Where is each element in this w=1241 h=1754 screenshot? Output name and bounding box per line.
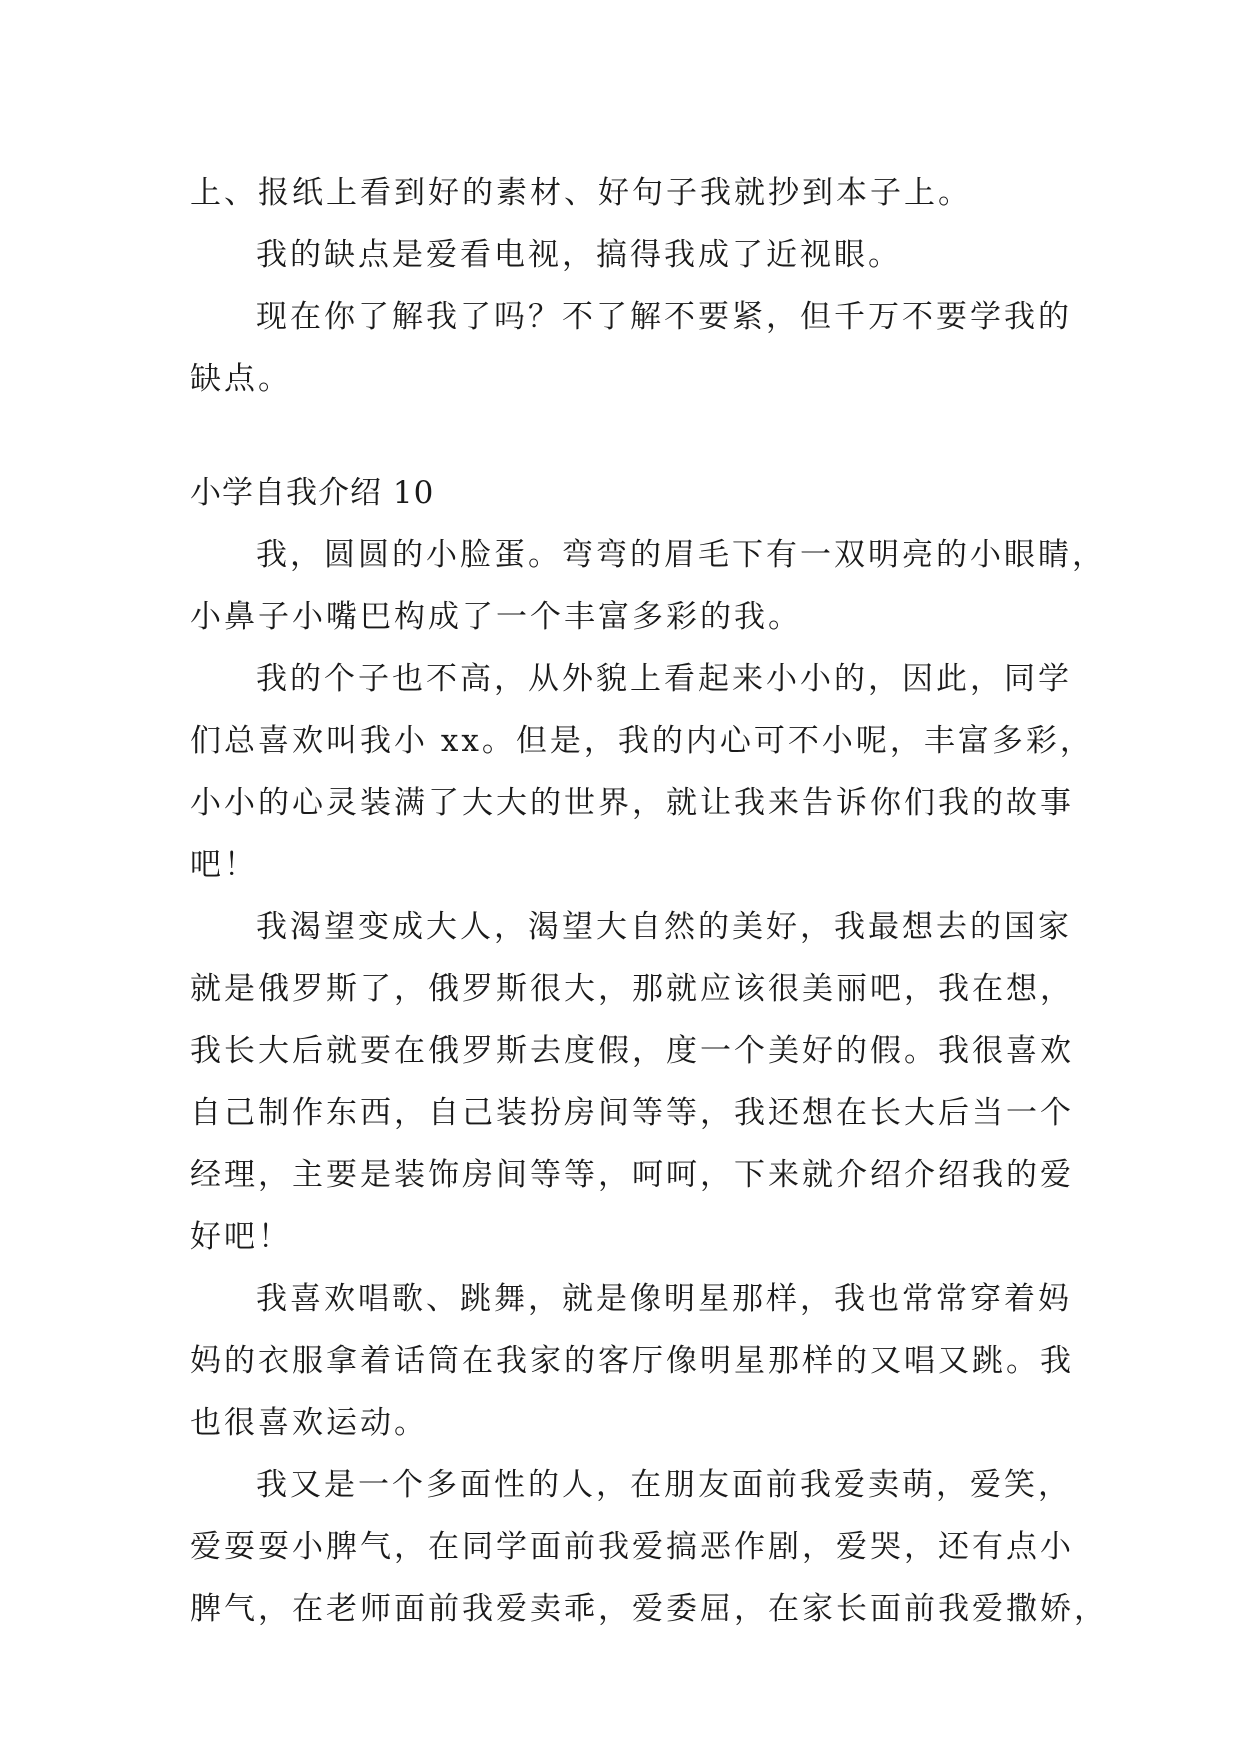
text-line: 自己制作东西，自己装扮房间等等，我还想在长大后当一个	[190, 1095, 1074, 1131]
text-line: 我长大后就要在俄罗斯去度假，度一个美好的假。我很喜欢	[190, 1033, 1074, 1069]
text-line: 吧！	[190, 847, 258, 883]
text-line: 爱耍耍小脾气，在同学面前我爱搞恶作剧，爱哭，还有点小	[190, 1529, 1074, 1565]
section-paragraph-3	[190, 896, 1074, 1268]
document-body	[190, 162, 1108, 1640]
text-line: 我渴望变成大人，渴望大自然的美好，我最想去的国家	[256, 909, 1072, 945]
text-line: 我又是一个多面性的人，在朋友面前我爱卖萌，爱笑，	[256, 1467, 1072, 1503]
text-line: 妈的衣服拿着话筒在我家的客厅像明星那样的又唱又跳。我	[190, 1343, 1074, 1379]
section-title: 小学自我介绍 10	[190, 475, 435, 511]
text-line: 我的个子也不高，从外貌上看起来小小的，因此，同学	[256, 661, 1072, 697]
section-spacer	[190, 410, 1060, 462]
text-line: 小鼻子小嘴巴构成了一个丰富多彩的我。	[190, 599, 802, 635]
text-line: 经理，主要是装饰房间等等，呵呵，下来就介绍介绍我的爱	[190, 1157, 1074, 1193]
text-line: 我的缺点是爱看电视，搞得我成了近视眼。	[256, 237, 902, 273]
section-paragraph-4	[190, 1268, 1074, 1454]
text-line: 小小的心灵装满了大大的世界，就让我来告诉你们我的故事	[190, 785, 1074, 821]
text-line: 现在你了解我了吗？不了解不要紧，但千万不要学我的	[256, 299, 1072, 335]
intro-paragraph-3	[190, 286, 1072, 410]
text-line: 缺点。	[190, 361, 292, 397]
text-line: 好吧！	[190, 1219, 292, 1255]
section-paragraph-1	[190, 524, 1106, 648]
intro-paragraph-2	[190, 224, 1060, 286]
text-line: 我，圆圆的小脸蛋。弯弯的眉毛下有一双明亮的小眼睛，	[256, 537, 1106, 573]
text-line: 上、报纸上看到好的素材、好句子我就抄到本子上。	[190, 175, 972, 211]
text-line: 也很喜欢运动。	[190, 1405, 428, 1441]
section-paragraph-2	[190, 648, 1094, 896]
text-line: 脾气，在老师面前我爱卖乖，爱委屈，在家长面前我爱撒娇，	[190, 1591, 1108, 1627]
section-paragraph-5	[190, 1454, 1108, 1640]
text-line: 就是俄罗斯了，俄罗斯很大，那就应该很美丽吧，我在想，	[190, 971, 1074, 1007]
intro-paragraph-1	[190, 162, 1060, 224]
text-line: 们总喜欢叫我小 xx。但是，我的内心可不小呢，丰富多彩，	[190, 723, 1094, 759]
text-line: 我喜欢唱歌、跳舞，就是像明星那样，我也常常穿着妈	[256, 1281, 1072, 1317]
